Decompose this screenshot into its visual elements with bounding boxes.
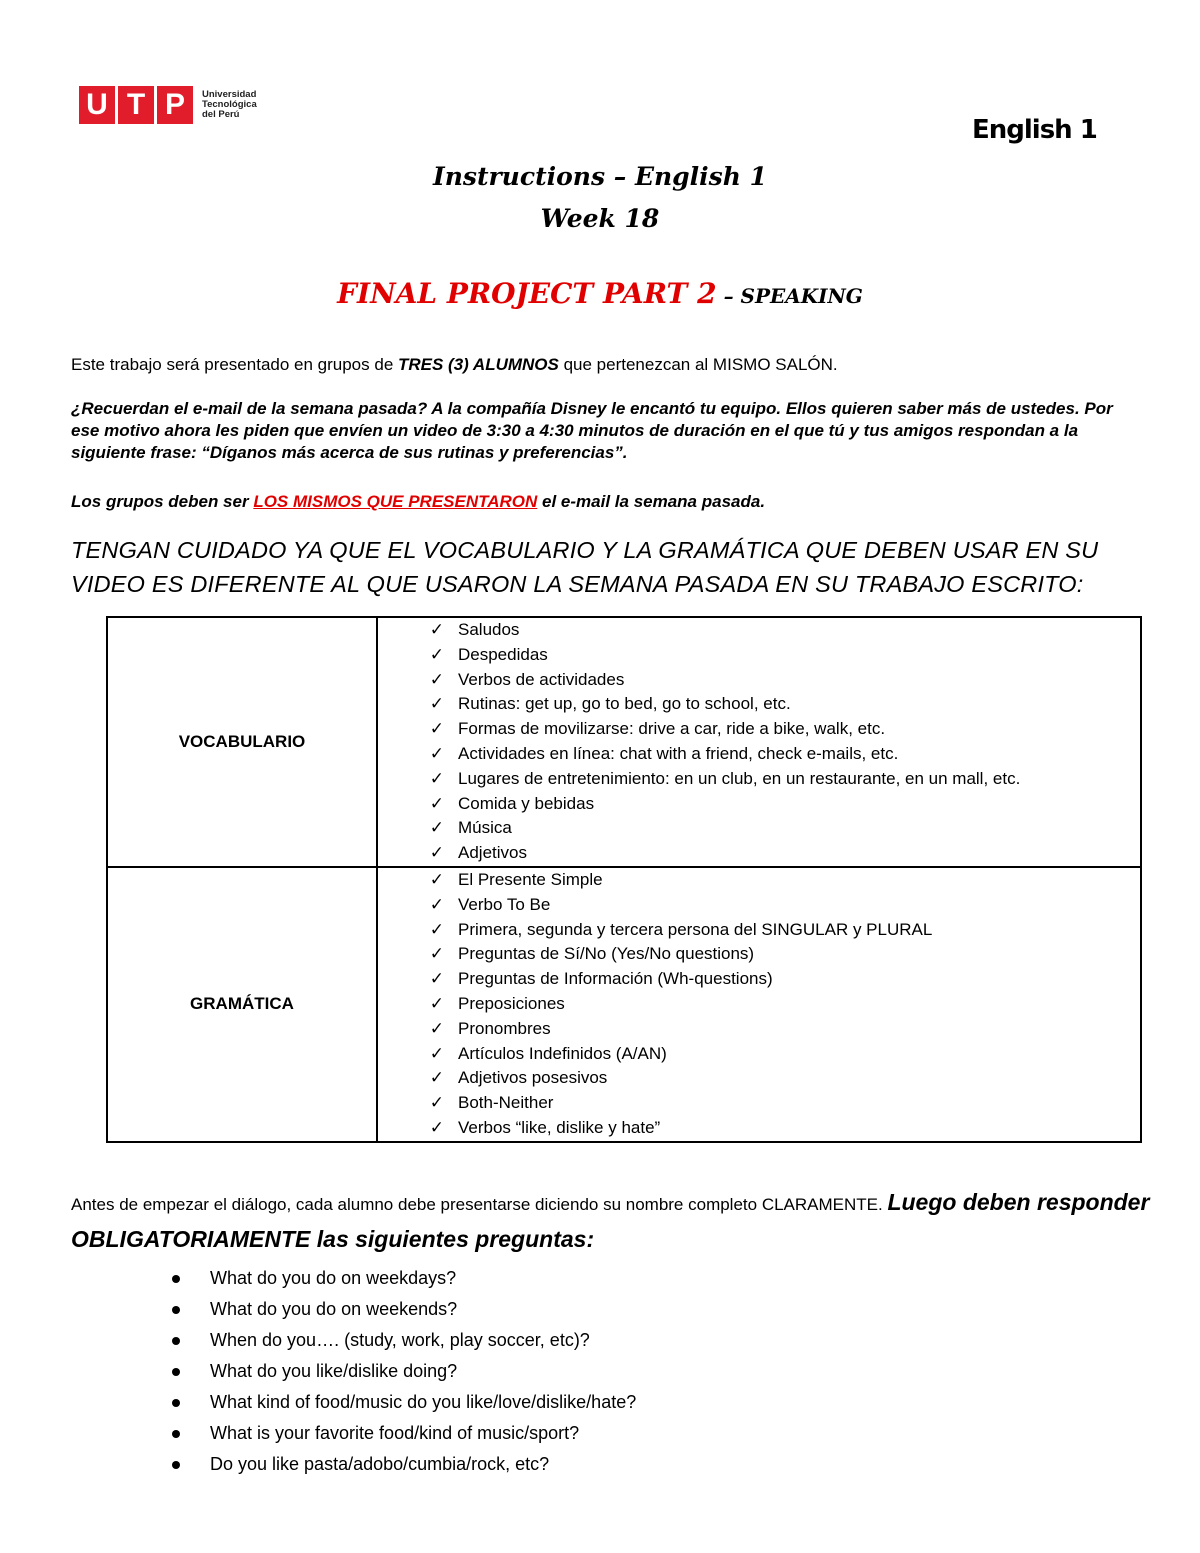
question-paragraph: ¿Recuerdan el e-mail de la semana pasada? A la compañía Disney le encantó tu equipo. Ellos quieren saber más de ustedes. Por ese motivo ahora les piden que envíen un video de 3:30 a 4:30 minutos de duración en el que tú y tus amigos respondan a la siguiente frase: “Díganos más acerca de sus rutinas y preferencias”. — [71, 399, 1113, 462]
grammar-item — [378, 918, 1140, 943]
bullet-icon — [172, 1430, 180, 1438]
check-icon: ✓ — [429, 620, 444, 640]
vocab-item-text: Rutinas: get up, go to bed, go to school, etc. — [458, 694, 791, 714]
question-item — [172, 1325, 636, 1356]
bullet-icon — [172, 1461, 180, 1469]
utp-logo — [79, 86, 257, 124]
vocab-row — [107, 617, 1141, 867]
vocab-item — [378, 767, 1140, 792]
week-title: Week 18 — [540, 204, 660, 233]
groups-post: el e-mail la semana pasada. — [537, 492, 766, 511]
vocab-item — [378, 841, 1140, 866]
vocab-item — [378, 742, 1140, 767]
question-text: What do you do on weekends? — [210, 1299, 458, 1319]
warning-heading: TENGAN CUIDADO YA QUE EL VOCABULARIO Y LA GRAMÁTICA QUE DEBEN USAR EN SU VIDEO ES DIFERENTE AL QUE USARON LA SEMANA PASADA EN SU TRABAJO ESCRITO: — [71, 537, 1099, 597]
grammar-item — [378, 1017, 1140, 1042]
logo-line-1: Universidad — [202, 89, 257, 100]
intro-post: que pertenezcan al MISMO SALÓN. — [558, 355, 838, 374]
grammar-item — [378, 893, 1140, 918]
course-label: English 1 — [972, 115, 1097, 145]
logo-wordmark — [202, 90, 257, 120]
question-item — [172, 1449, 636, 1480]
vocab-items-cell — [377, 617, 1141, 867]
vocab-item-text: Comida y bebidas — [458, 793, 595, 813]
grammar-item-text: Adjetivos posesivos — [458, 1068, 608, 1088]
grammar-item — [378, 868, 1140, 893]
check-icon: ✓ — [429, 669, 444, 690]
grammar-item — [378, 992, 1140, 1017]
grammar-item — [378, 942, 1140, 967]
groups-paragraph — [71, 491, 1141, 513]
vocab-item — [378, 643, 1140, 668]
vocab-item — [378, 816, 1140, 841]
logo-line-3: del Perú — [202, 109, 240, 120]
grammar-item-text: Pronombres — [458, 1018, 551, 1038]
grammar-row — [107, 867, 1141, 1142]
check-icon: ✓ — [429, 1117, 444, 1138]
vocab-item — [378, 692, 1140, 717]
logo-letter-u: U — [79, 86, 115, 124]
grammar-item-text: Verbos “like, dislike y hate” — [458, 1117, 661, 1137]
logo-line-2: Tecnológica — [202, 99, 257, 110]
vocab-list — [378, 618, 1140, 866]
question-text: Do you like pasta/adobo/cumbia/rock, etc? — [210, 1454, 550, 1474]
groups-link: LOS MISMOS QUE PRESENTARON — [253, 492, 538, 511]
check-icon: ✓ — [429, 1093, 444, 1114]
grammar-item-text: Preguntas de Sí/No (Yes/No questions) — [458, 944, 755, 964]
grammar-item-text: Both-Neither — [458, 1093, 554, 1113]
question-item — [172, 1418, 636, 1449]
grammar-item-text: Artículos Indefinidos (A/AN) — [458, 1043, 667, 1063]
check-icon: ✓ — [429, 1018, 444, 1039]
grammar-item-text: Verbo To Be — [458, 894, 551, 914]
grammar-item-text: Preposiciones — [458, 993, 565, 1013]
vocab-item-text: Saludos — [458, 620, 520, 639]
intro-paragraph — [71, 354, 1141, 376]
check-icon: ✓ — [429, 993, 444, 1014]
grammar-item-text: Primera, segunda y tercera persona del SINGULAR y PLURAL — [458, 919, 933, 939]
intro-bold: TRES (3) ALUMNOS — [398, 355, 559, 374]
grammar-item-text: El Presente Simple — [458, 869, 603, 889]
question-text: What do you like/dislike doing? — [210, 1361, 458, 1381]
vocab-item — [378, 618, 1140, 643]
check-icon: ✓ — [429, 719, 444, 740]
check-icon: ✓ — [429, 1068, 444, 1089]
check-icon: ✓ — [429, 818, 444, 839]
logo-letter-t: T — [118, 86, 154, 124]
vocab-item-text: Despedidas — [458, 644, 548, 664]
question-text: What do you do on weekdays? — [210, 1268, 457, 1288]
vocab-item-text: Adjetivos — [458, 843, 527, 863]
question-text: What is your favorite food/kind of music/sport? — [210, 1423, 580, 1443]
vocab-item-text: Música — [458, 818, 512, 838]
check-icon: ✓ — [429, 944, 444, 965]
question-item — [172, 1294, 636, 1325]
question-list — [172, 1263, 636, 1480]
logo-letter-p: P — [157, 86, 193, 124]
vocab-item-text: Verbos de actividades — [458, 669, 625, 689]
vocab-item — [378, 792, 1140, 817]
vocab-item — [378, 717, 1140, 742]
check-icon: ✓ — [429, 793, 444, 814]
bullet-icon — [172, 1368, 180, 1376]
vocab-item-text: Formas de movilizarse: drive a car, ride a bike, walk, etc. — [458, 719, 886, 739]
question-item — [172, 1263, 636, 1294]
grammar-label: GRAMÁTICA — [107, 867, 377, 1142]
groups-pre: Los grupos deben ser — [71, 492, 254, 511]
check-icon: ✓ — [429, 644, 444, 665]
instructions-paragraph — [71, 1185, 1151, 1259]
bullet-icon — [172, 1337, 180, 1345]
check-icon: ✓ — [429, 969, 444, 990]
requirements-table — [106, 616, 1142, 1143]
check-icon: ✓ — [429, 1043, 444, 1064]
project-title-sub: – SPEAKING — [716, 284, 863, 308]
grammar-items-cell — [377, 867, 1141, 1142]
instructions-emphasis: Luego deben responder OBLIGATORIAMENTE las siguientes preguntas: — [71, 1189, 1150, 1252]
vocab-item-text: Actividades en línea: chat with a friend, check e-mails, etc. — [458, 743, 899, 763]
grammar-item — [378, 967, 1140, 992]
grammar-item — [378, 1116, 1140, 1141]
grammar-item — [378, 1066, 1140, 1091]
instructions-plain: Antes de empezar el diálogo, cada alumno debe presentarse diciendo su nombre completo CLARAMENTE. — [71, 1195, 888, 1214]
question-text: When do you…. (study, work, play soccer, etc)? — [210, 1330, 590, 1350]
check-icon: ✓ — [429, 768, 444, 789]
bullet-icon — [172, 1399, 180, 1407]
grammar-item — [378, 1042, 1140, 1067]
check-icon: ✓ — [429, 694, 444, 715]
instructions-title: Instructions – English 1 — [433, 162, 767, 191]
project-title — [0, 277, 1200, 310]
vocab-label: VOCABULARIO — [107, 617, 377, 867]
check-icon: ✓ — [429, 894, 444, 915]
question-item — [172, 1387, 636, 1418]
question-text: What kind of food/music do you like/love/dislike/hate? — [210, 1392, 637, 1412]
check-icon: ✓ — [429, 869, 444, 890]
grammar-item-text: Preguntas de Información (Wh-questions) — [458, 969, 773, 989]
bullet-icon — [172, 1306, 180, 1314]
check-icon: ✓ — [429, 919, 444, 940]
bullet-icon — [172, 1275, 180, 1283]
question-item — [172, 1356, 636, 1387]
check-icon: ✓ — [429, 843, 444, 864]
check-icon: ✓ — [429, 743, 444, 764]
vocab-item-text: Lugares de entretenimiento: en un club, en un restaurante, en un mall, etc. — [458, 768, 1021, 788]
grammar-list — [378, 868, 1140, 1141]
grammar-item — [378, 1091, 1140, 1116]
vocab-item — [378, 668, 1140, 693]
project-title-main: FINAL PROJECT PART 2 — [337, 277, 717, 310]
intro-pre: Este trabajo será presentado en grupos de — [71, 355, 398, 374]
